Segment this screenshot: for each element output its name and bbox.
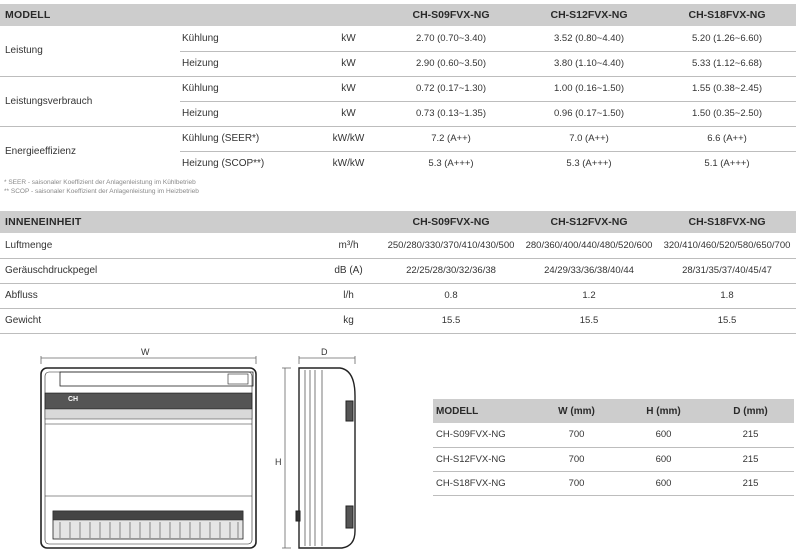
value-cell: 5.1 (A+++)	[704, 158, 750, 170]
performance-header-row	[0, 4, 796, 26]
table-row	[0, 233, 796, 258]
model-header: CH-S18FVX-NG	[658, 4, 796, 26]
table-row	[0, 308, 796, 333]
unit-cell: kW/kW	[315, 126, 382, 151]
value-cell: 5.3 (A+++)	[566, 158, 612, 170]
table-row	[0, 258, 796, 283]
unit-cell: kW/kW	[332, 158, 365, 170]
unit-cell: m³/h	[315, 233, 382, 258]
value-cell: 28/31/35/37/40/45/47	[658, 258, 796, 283]
footnotes	[4, 178, 199, 196]
value-cell: 215	[707, 447, 794, 471]
dimensions-header-row	[433, 399, 794, 423]
row-label: Abfluss	[0, 283, 315, 308]
value-cell: 2.70 (0.70~3.40)	[382, 26, 520, 51]
side-view-drawing	[282, 356, 362, 550]
value-cell: 0.96 (0.17~1.50)	[520, 101, 658, 126]
value-cell: 600	[620, 471, 707, 495]
depth-label: D	[321, 347, 328, 357]
width-dimension-line	[41, 356, 256, 364]
value-cell: 0.8	[382, 283, 520, 308]
value-cell: 3.52 (0.80~4.40)	[520, 26, 658, 51]
value-cell: 0.72 (0.17~1.30)	[382, 76, 520, 101]
dimensions-header: MODELL	[433, 399, 533, 423]
table-row	[433, 471, 794, 495]
model-header: CH-S09FVX-NG	[382, 4, 520, 26]
value-cell: 22/25/28/30/32/36/38	[382, 258, 520, 283]
mode-label: Heizung (SCOP**)	[182, 158, 265, 170]
group-label: Leistung	[0, 26, 180, 76]
row-label: Gewicht	[0, 308, 315, 333]
value-cell: 1.55 (0.38~2.45)	[658, 76, 796, 101]
table-row	[0, 283, 796, 308]
indoor-header-row	[0, 211, 796, 233]
model-header: CH-S18FVX-NG	[658, 211, 796, 233]
value-cell: 700	[533, 423, 620, 447]
value-cell: 5.3 (A+++)	[428, 158, 474, 170]
value-cell: 700	[533, 471, 620, 495]
value-cell: 6.6 (A++)	[658, 126, 796, 151]
value-cell: 24/29/33/36/38/40/44	[520, 258, 658, 283]
value-cell: 0.73 (0.13~1.35)	[382, 101, 520, 126]
value-cell: 1.8	[658, 283, 796, 308]
value-cell: 5.20 (1.26~6.60)	[658, 26, 796, 51]
footnote-seer: * SEER - saisonaler Koeffizient der Anlagenleistung im Kühlbetrieb	[4, 179, 196, 186]
value-cell: 3.80 (1.10~4.40)	[520, 51, 658, 76]
indoor-unit-table	[0, 211, 796, 334]
value-cell: 5.33 (1.12~6.68)	[658, 51, 796, 76]
footnote-scop: ** SCOP - saisonaler Koeffizient der Anlagenleistung im Heizbetrieb	[4, 188, 199, 195]
unit-cell: kW	[315, 26, 382, 51]
height-label: H	[275, 457, 282, 467]
value-cell: 600	[620, 423, 707, 447]
value-cell: 15.5	[658, 308, 796, 333]
performance-header-title: MODELL	[0, 4, 382, 26]
height-dimension-line	[282, 368, 291, 548]
model-header: CH-S12FVX-NG	[520, 4, 658, 26]
value-cell: 215	[707, 471, 794, 495]
indoor-header-title: INNENEINHEIT	[0, 211, 382, 233]
dimensions-table	[433, 399, 794, 496]
row-label: Geräuschdruckpegel	[0, 258, 315, 283]
value-cell: 280/360/400/440/480/520/600	[520, 233, 658, 258]
table-row	[433, 423, 794, 447]
mode-label: Heizung	[180, 101, 315, 126]
table-row	[0, 76, 796, 101]
group-label: Leistungsverbrauch	[0, 76, 180, 126]
performance-table	[0, 4, 796, 176]
width-label: W	[141, 347, 150, 357]
value-cell: 7.2 (A++)	[382, 126, 520, 151]
unit-cell: kW	[315, 76, 382, 101]
value-cell: 700	[533, 447, 620, 471]
unit-cell: kW	[315, 51, 382, 76]
unit-body	[41, 368, 256, 548]
value-cell: 600	[620, 447, 707, 471]
value-cell: 15.5	[520, 308, 658, 333]
model-cell: CH-S09FVX-NG	[433, 423, 533, 447]
value-cell: 15.5	[382, 308, 520, 333]
value-cell: 1.2	[520, 283, 658, 308]
value-cell: 215	[707, 423, 794, 447]
mode-label: Kühlung	[180, 76, 315, 101]
value-cell: 250/280/330/370/410/430/500	[382, 233, 520, 258]
dimensions-header: W (mm)	[533, 399, 620, 423]
row-label: Luftmenge	[0, 233, 315, 258]
mode-label: Kühlung (SEER*)	[180, 126, 315, 151]
side-body	[296, 368, 355, 548]
table-row	[0, 26, 796, 51]
value-cell: 1.50 (0.35~2.50)	[658, 101, 796, 126]
front-view-drawing	[38, 356, 260, 550]
brand-logo: CH	[68, 396, 79, 403]
group-label: Energieeffizienz	[5, 145, 76, 157]
value-cell: 320/410/460/520/580/650/700	[658, 233, 796, 258]
model-cell: CH-S12FVX-NG	[433, 447, 533, 471]
unit-cell: kW	[315, 101, 382, 126]
dimensions-header: H (mm)	[620, 399, 707, 423]
value-cell: 1.00 (0.16~1.50)	[520, 76, 658, 101]
unit-cell: kg	[315, 308, 382, 333]
unit-cell: l/h	[315, 283, 382, 308]
value-cell: 7.0 (A++)	[520, 126, 658, 151]
model-cell: CH-S18FVX-NG	[433, 471, 533, 495]
table-row	[433, 447, 794, 471]
mode-label: Kühlung	[180, 26, 315, 51]
depth-dimension-line	[299, 356, 355, 364]
model-header: CH-S09FVX-NG	[382, 211, 520, 233]
value-cell: 2.90 (0.60~3.50)	[382, 51, 520, 76]
dimensions-header: D (mm)	[707, 399, 794, 423]
table-row	[0, 126, 796, 151]
unit-cell: dB (A)	[315, 258, 382, 283]
mode-label: Heizung	[180, 51, 315, 76]
model-header: CH-S12FVX-NG	[520, 211, 658, 233]
